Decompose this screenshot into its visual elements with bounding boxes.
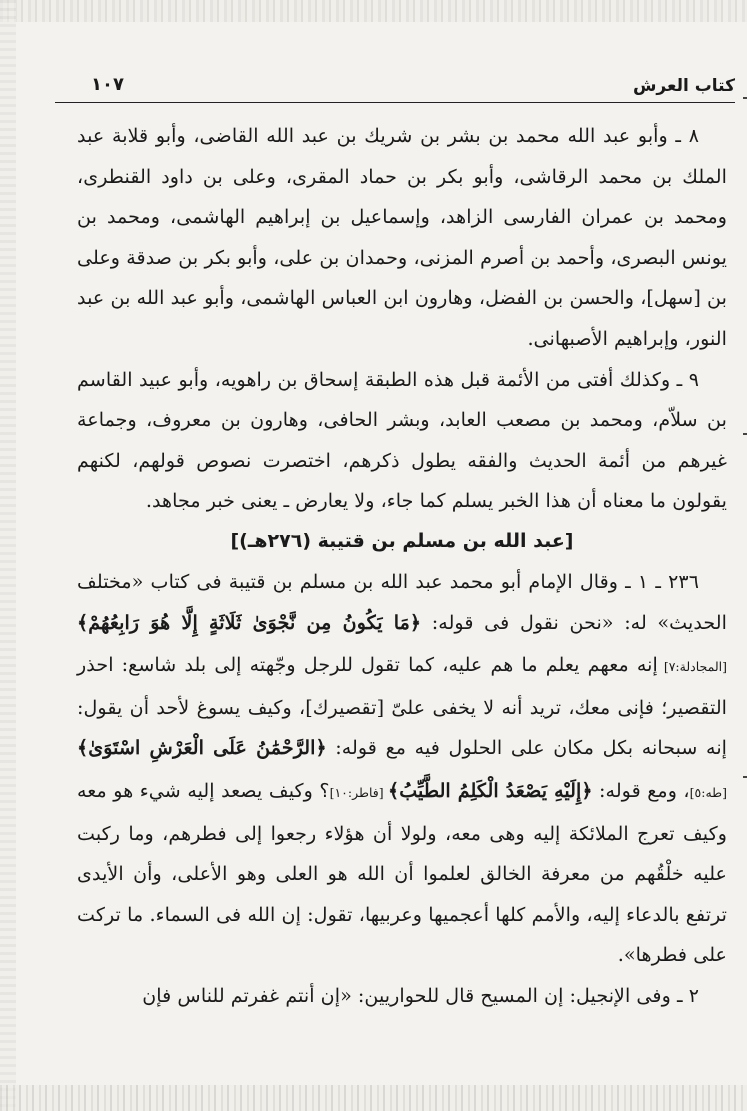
entry-text: ، ومع قوله: xyxy=(592,778,690,802)
quran-verse: ﴿مَا يَكُونُ مِن نَّجْوَىٰ ثَلَاثَةٍ إِلَّا هُوَ رَابِعُهُمْ﴾ xyxy=(77,610,422,634)
section-heading: [عبد الله بن مسلم بن قتيبة (٢٧٦هـ)] xyxy=(230,529,574,552)
margin-tick-marks xyxy=(741,0,747,1111)
margin-tick xyxy=(743,97,747,99)
running-title: كتاب العرش xyxy=(632,76,735,96)
margin-tick xyxy=(743,433,747,435)
verse-reference: [طه:٥] xyxy=(689,784,727,800)
book-page xyxy=(55,60,735,1090)
scan-noise-left xyxy=(0,0,16,1111)
page-header xyxy=(55,72,735,103)
verse-reference: [المجادلة:٧] xyxy=(657,659,727,675)
quran-verse: ﴿إِلَيْهِ يَصْعَدُ الْكَلِمُ الطَّيِّبُ﴾ xyxy=(387,778,593,802)
entry-236 xyxy=(77,562,727,976)
paragraph-8: ٨ ـ وأبو عبد الله محمد بن بشر بن شريك بن عبد الله القاضى، وأبو قلابة عبد الملك بن محمد الرقاشى، وأبو بكر بن حماد المقرى، وعلى بن داود القنطرى، ومحمد بن عمران الفارسى الزاهد، وإسماعيل بن إبراهيم الهاشمى، ومحمد بن يونس البصرى، وأحمد بن أصرم المزنى، وحمدان بن على، وأبو بكر بن صدقة وعلى بن [سهل]، والحسن بن الفضل، وهارون ابن العباس الهاشمى، وأبو عبد الله بن عبد النور، وإبراهيم الأصبهانى. xyxy=(77,124,727,350)
quran-verse: ﴿الرَّحْمَٰنُ عَلَى الْعَرْشِ اسْتَوَىٰ﴾ xyxy=(77,736,327,760)
paragraph-2-start: ٢ ـ وفى الإنجيل: إن المسيح قال للحواريين: «إن أنتم غفرتم للناس فإن xyxy=(142,983,699,1007)
entry-text: ؟ وكيف يصعد إليه شيء هو معه وكيف تعرج الملائكة إليه وهى معه، ولولا أن هؤلاء رجعوا إلى فطرهم، وما ركبت عليه خلْقُهم من معرفة الخالق لعلموا أن الله هو العلى وهو الأعلى، وأن الأيدى ترتفع بالدعاء إليه، والأمم كلها أعجميها وعربيها، تقول: إن الله فى السماء. ما تركت على فطرها». xyxy=(77,778,727,967)
scan-noise-top xyxy=(0,0,747,22)
page-number: ١٠٧ xyxy=(91,74,124,95)
margin-tick xyxy=(743,776,747,778)
verse-reference: [فاطر:١٠] xyxy=(329,784,388,800)
page-body xyxy=(77,116,727,1016)
entry-text: إنه معهم يعلم ما هم عليه، كما تقول للرجل وجّهته إلى بلد شاسع: احذر التقصير؛ فإنى معك، تريد أنه لا يخفى علىّ [تقصيرك]، وكيف يسوغ لأحد أن يقول: إنه سبحانه بكل مكان على الحلول فيه مع قوله: xyxy=(77,653,727,760)
paragraph-9: ٩ ـ وكذلك أفتى من الأئمة قبل هذه الطبقة إسحاق بن راهويه، وأبو عبيد القاسم بن سلاّم، ومحمد بن مصعب العابد، وبشر الحافى، وهارون بن معروف، وجماعة غيرهم من أئمة الحديث والفقه يطول ذكرهم، اختصرت نصوص قولهم، لكنهم يقولون ما معناه أن هذا الخبر يسلم كما جاء، ولا يعارض ـ يعنى خبر مجاهد. xyxy=(77,367,727,513)
entry-text: ٢٣٦ ـ ١ ـ وقال الإمام أبو محمد عبد الله بن مسلم بن قتيبة فى كتاب «مختلف الحديث» له: «نحن نقول فى قوله: xyxy=(77,569,727,634)
